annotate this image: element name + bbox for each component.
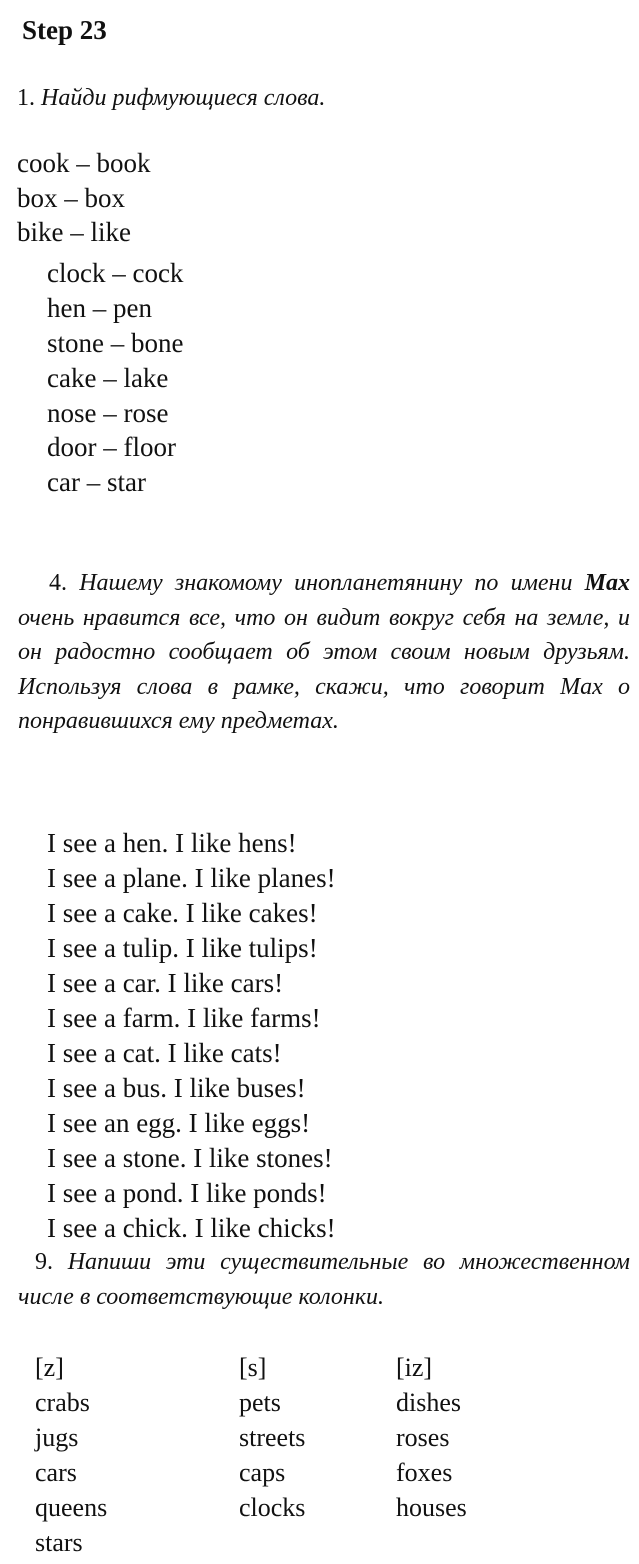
column-z [35,1350,107,1560]
rhyme-pair: bike – like [17,217,131,247]
sentence: I see a bus. I like buses! [47,1073,306,1103]
rhyme-pair: car – star [47,467,146,497]
task1-number: 1. [17,85,35,111]
sentence: I see a hen. I like hens! [47,828,297,858]
task4-number: 4. [49,570,67,596]
rhyme-pair: nose – rose [47,398,169,428]
column-word: houses [396,1493,467,1522]
column-word: queens [35,1493,108,1522]
column-word: clocks [239,1493,306,1522]
column-word: roses [396,1423,450,1452]
sentence: I see a stone. I like stones! [47,1143,333,1173]
column-word: streets [239,1423,306,1452]
task9-instructions [18,1245,630,1314]
column-word: jugs [35,1423,79,1452]
column-header: [iz] [396,1353,433,1382]
sentence: I see a pond. I like ponds! [47,1178,327,1208]
rhyme-pair: cake – lake [47,363,169,393]
sentence: I see a plane. I like planes! [47,863,336,893]
sentence: I see a chick. I like chicks! [47,1213,336,1243]
task4-instructions [18,566,630,739]
sentence: I see an egg. I like eggs! [47,1108,311,1138]
rhyme-pair: door – floor [47,432,176,462]
task9-number: 9. [35,1249,53,1275]
column-word: caps [239,1458,286,1487]
rhyme-pair: box – box [17,183,125,213]
rhyme-pair: cook – book [17,148,151,178]
task4-name: Max [584,570,630,596]
sentence: I see a cat. I like cats! [47,1038,282,1068]
task4-text-part1: Нашему знакомому инопланетянину по имени [79,570,573,596]
page-title: Step 23 [22,15,107,45]
sentence: I see a cake. I like cakes! [47,898,318,928]
task4-text-part2: очень нравится все, что он видит вокруг себя на земле, и он радостно сообщает об этом своим новым друзьям. Используя слова в рамке, скажи, что говорит Max о понравившихся ему предметах. [18,604,630,734]
sentence: I see a car. I like cars! [47,968,284,998]
sentence: I see a farm. I like farms! [47,1003,321,1033]
task9-text: Напиши эти существительные во множественном числе в соответствующие колонки. [18,1249,630,1310]
column-word: dishes [396,1388,461,1417]
column-header: [z] [35,1353,64,1382]
column-s [239,1350,305,1525]
column-word: crabs [35,1388,90,1417]
column-header: [s] [239,1353,267,1382]
rhyme-pair: clock – cock [47,258,184,288]
task1-heading [17,86,325,110]
column-iz [396,1350,467,1525]
task1-text: Найди рифмующиеся слова. [41,85,326,111]
column-word: foxes [396,1458,453,1487]
rhyme-pair: stone – bone [47,328,184,358]
sentence: I see a tulip. I like tulips! [47,933,318,963]
rhyme-pair: hen – pen [47,293,152,323]
column-word: pets [239,1388,281,1417]
column-word: cars [35,1458,77,1487]
column-word: stars [35,1528,83,1557]
